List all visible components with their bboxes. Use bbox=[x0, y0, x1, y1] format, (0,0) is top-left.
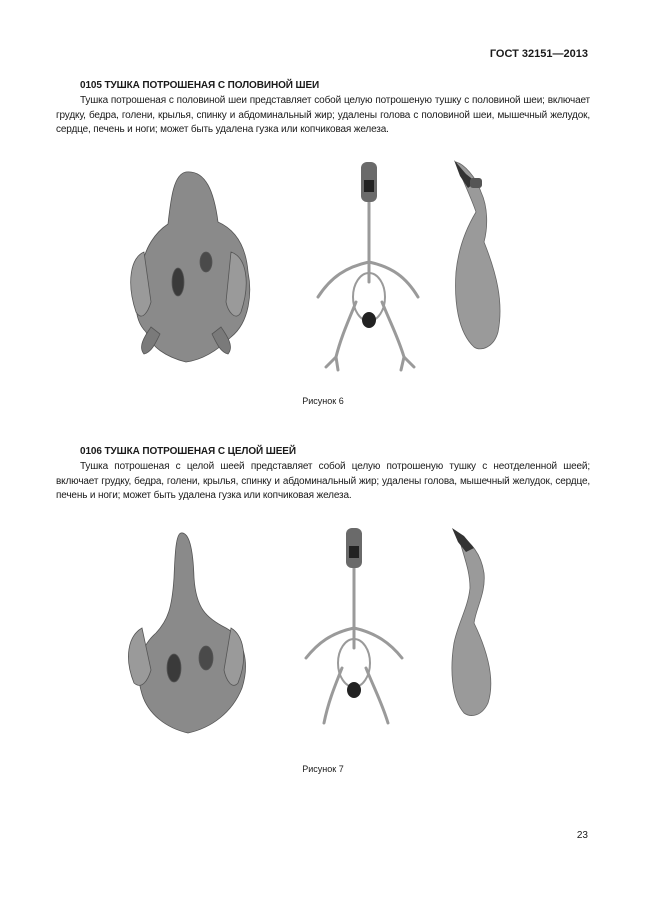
section-0105 bbox=[56, 80, 590, 138]
standard-header: ГОСТ 32151—2013 bbox=[489, 48, 588, 60]
figure-caption: Рисунок 7 bbox=[302, 764, 344, 774]
figure-caption: Рисунок 6 bbox=[302, 396, 344, 406]
section-0106 bbox=[56, 446, 590, 504]
side-view-illustration bbox=[56, 518, 590, 758]
section-heading: 0105 ТУШКА ПОТРОШЕНАЯ С ПОЛОВИНОЙ ШЕИ bbox=[80, 80, 320, 91]
figure-6 bbox=[56, 152, 590, 392]
section-heading: 0106 ТУШКА ПОТРОШЕНАЯ С ЦЕЛОЙ ШЕЕЙ bbox=[80, 446, 296, 457]
section-text: Тушка потрошеная с половиной шеи представляет собой целую потрошеную тушку с половиной шеи; включает грудку, бедра, голени, крылья, спинку и абдоминальный жир; удалены голова с половиной шеи, мышечный желудок, сердце, печень и ноги; может быть удалена гузка или копчиковая железа. bbox=[56, 95, 590, 135]
side-view-illustration bbox=[56, 152, 590, 392]
section-text: Тушка потрошеная с целой шеей представляет собой целую потрошеную тушку с неотделенной шеей; включает грудку, бедра, голени, крылья, спинку и абдоминальный жир; удалены голова, мышечный желудок, сердце, печень и ноги; может быть удалена гузка или копчиковая железа. bbox=[56, 461, 590, 501]
page-number: 23 bbox=[576, 830, 588, 841]
figure-7 bbox=[56, 518, 590, 758]
